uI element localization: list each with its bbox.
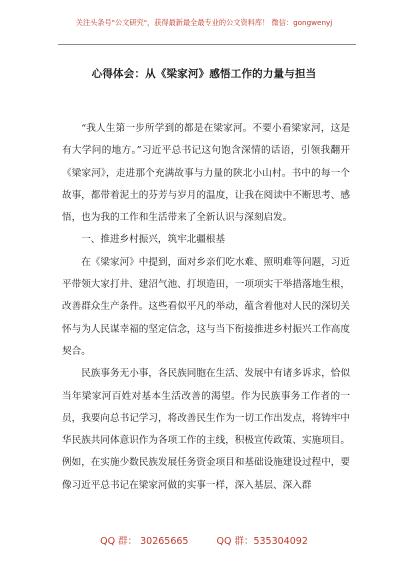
body-paragraph: 民族事务无小事，各民族同胞在生活、发展中有诸多诉求，恰似当年梁家河百姓对基本生活改善的渴望。作为民族事务工作者的一员，我要向总书记学习，将改善民生作为一切工作出发点，将铸牢中华民族共同体意识作为各项工作的主线，积极宣传政策、实施项目。例如，在实施少数民族发展任务资金项目和基础设施建设过程中，要像习近平总书记在梁家河做的实事一样，深入基层、深入群: [62, 368, 350, 491]
footer-qq-group-2: QQ 群：535304092: [216, 536, 308, 547]
footer: [0, 533, 408, 547]
section-heading: 一、推进乡村振兴，筑牢北疆根基: [81, 234, 226, 246]
footer-qq-group-1: QQ 群： 30265665: [100, 536, 189, 547]
header-divider: [58, 44, 356, 45]
document-body: [62, 118, 350, 497]
document-title: 心得体会：从《梁家河》感悟工作的力量与担当: [91, 68, 317, 80]
header-banner: 关注头条号"公文研究"，获得最新最全最专业的公文资料库！ 微信：gongwenyj: [75, 18, 333, 27]
body-paragraph: 在《梁家河》中提到，面对乡亲们吃水难、照明难等问题，习近平带领大家打井、建沼气池、打坝造田，一项项实干举措落地生根，改善群众生产条件。这些看似平凡的举动，蕴含着他对人民的深切关怀与为人民谋幸福的坚定信念，这与当下衔接推进乡村振兴工作高度契合。: [62, 256, 350, 357]
intro-paragraph: “我人生第一步所学到的都是在梁家河。不要小看梁家河，这是有大学问的地方。”习近平总书记这句饱含深情的话语，引领我翻开《梁家河》，走进那个充满故事与力量的陕北小山村。书中的每一个故事，都带着泥土的芬芳与岁月的温度，让我在阅读中不断思考、感悟，也为我的工作和生活带来了全新认识与深刻启发。: [62, 123, 350, 224]
